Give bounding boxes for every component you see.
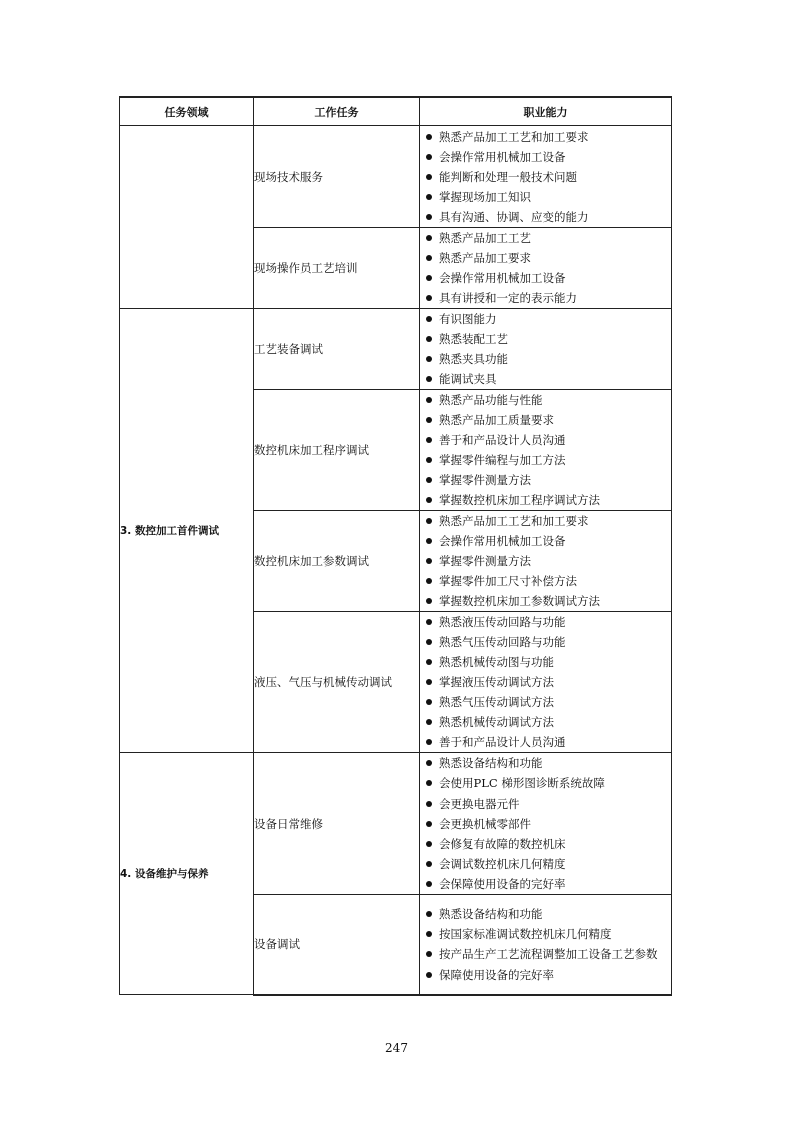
domain-cell: 4. 设备维护与保养	[120, 753, 254, 995]
ability-item	[420, 904, 671, 924]
ability-item	[420, 268, 671, 288]
bullet-icon	[426, 841, 432, 847]
ability-text: 掌握现场加工知识	[439, 189, 531, 204]
ability-item	[420, 248, 671, 268]
ability-item	[420, 187, 671, 207]
ability-text: 熟悉产品加工工艺和加工要求	[439, 514, 589, 528]
task-cell: 现场操作员工艺培训	[254, 228, 420, 309]
ability-item	[420, 470, 671, 490]
ability-text: 掌握数控机床加工参数调试方法	[439, 594, 600, 608]
ability-item	[420, 834, 671, 854]
ability-list	[420, 612, 671, 752]
ability-item	[420, 511, 671, 531]
ability-cell	[420, 612, 672, 753]
ability-item	[420, 652, 671, 672]
ability-item	[420, 712, 671, 732]
ability-item	[420, 369, 671, 389]
bullet-icon	[426, 437, 432, 443]
bullet-icon	[426, 295, 432, 301]
bullet-icon	[426, 801, 432, 807]
ability-list	[420, 753, 671, 894]
ability-text: 按国家标准调试数控机床几何精度	[439, 926, 612, 941]
ability-text: 善于和产品设计人员沟通	[439, 433, 566, 447]
ability-item	[420, 147, 671, 167]
task-cell: 现场技术服务	[254, 126, 420, 228]
ability-item	[420, 329, 671, 349]
bullet-icon	[426, 972, 432, 978]
ability-list	[420, 904, 671, 985]
ability-item	[420, 430, 671, 450]
ability-text: 具有沟通、协调、应变的能力	[439, 209, 589, 224]
ability-text: 会更换机械零部件	[439, 817, 531, 831]
page-number: 247	[385, 1041, 408, 1055]
ability-text: 掌握零件加工尺寸补偿方法	[439, 574, 577, 588]
header-domain: 任务领域	[120, 97, 254, 126]
task-cell: 液压、气压与机械传动调试	[254, 612, 420, 753]
ability-list	[420, 228, 671, 308]
bullet-icon	[426, 639, 432, 645]
ability-item	[420, 450, 671, 470]
domain-cell: 3. 数控加工首件调试	[120, 309, 254, 753]
ability-item	[420, 814, 671, 834]
bullet-icon	[426, 255, 432, 261]
ability-item	[420, 207, 671, 227]
ability-item	[420, 490, 671, 510]
ability-text: 善于和产品设计人员沟通	[439, 735, 566, 749]
ability-cell	[420, 895, 672, 995]
ability-text: 能调试夹具	[439, 372, 497, 386]
bullet-icon	[426, 397, 432, 403]
ability-text: 熟悉机械传动图与功能	[439, 655, 554, 669]
ability-text: 熟悉液压传动回路与功能	[439, 615, 566, 629]
bullet-icon	[426, 739, 432, 745]
ability-text: 保障使用设备的完好率	[439, 967, 554, 982]
bullet-icon	[426, 780, 432, 786]
ability-item	[420, 531, 671, 551]
bullet-icon	[426, 719, 432, 725]
bullet-icon	[426, 235, 432, 241]
ability-text: 掌握零件测量方法	[439, 473, 531, 487]
ability-text: 能判断和处理一般技术问题	[439, 169, 577, 184]
task-cell: 数控机床加工参数调试	[254, 511, 420, 612]
bullet-icon	[426, 821, 432, 827]
ability-item	[420, 773, 671, 794]
ability-text: 会操作常用机械加工设备	[439, 271, 566, 285]
task-cell: 设备日常维修	[254, 753, 420, 895]
ability-item	[420, 571, 671, 591]
bullet-icon	[426, 699, 432, 705]
bullet-icon	[426, 558, 432, 564]
bullet-icon	[426, 477, 432, 483]
bullet-icon	[426, 598, 432, 604]
bullet-icon	[426, 356, 432, 362]
table-header-row	[120, 97, 672, 126]
ability-text: 会使用PLC 梯形图诊断系统故障	[439, 776, 605, 790]
ability-cell	[420, 228, 672, 309]
ability-item	[420, 632, 671, 652]
bullet-icon	[426, 861, 432, 867]
header-task: 工作任务	[254, 97, 420, 126]
ability-text: 掌握零件编程与加工方法	[439, 453, 566, 467]
ability-item	[420, 551, 671, 571]
ability-text: 熟悉产品加工要求	[439, 251, 531, 265]
bullet-icon	[426, 679, 432, 685]
ability-cell	[420, 753, 672, 895]
ability-text: 掌握数控机床加工程序调试方法	[439, 493, 600, 507]
bullet-icon	[426, 376, 432, 382]
ability-text: 会更换电器元件	[439, 797, 520, 811]
bullet-icon	[426, 578, 432, 584]
ability-text: 具有讲授和一定的表示能力	[439, 291, 577, 305]
ability-text: 熟悉气压传动调试方法	[439, 695, 554, 709]
bullet-icon	[426, 194, 432, 200]
bullet-icon	[426, 275, 432, 281]
ability-item	[420, 288, 671, 308]
bullet-icon	[426, 417, 432, 423]
bullet-icon	[426, 659, 432, 665]
bullet-icon	[426, 881, 432, 887]
ability-item	[420, 127, 671, 147]
ability-item	[420, 965, 671, 985]
bullet-icon	[426, 760, 432, 766]
task-cell: 工艺装备调试	[254, 309, 420, 390]
ability-cell	[420, 390, 672, 511]
bullet-icon	[426, 457, 432, 463]
ability-item	[420, 390, 671, 410]
bullet-icon	[426, 518, 432, 524]
task-cell: 数控机床加工程序调试	[254, 390, 420, 511]
ability-cell	[420, 126, 672, 228]
ability-item	[420, 753, 671, 773]
ability-text: 会修复有故障的数控机床	[439, 837, 566, 851]
ability-item	[420, 874, 671, 894]
ability-item	[420, 228, 671, 248]
bullet-icon	[426, 174, 432, 180]
bullet-icon	[426, 497, 432, 503]
ability-list	[420, 309, 671, 389]
table-row	[120, 309, 672, 390]
ability-item	[420, 410, 671, 430]
ability-cell	[420, 309, 672, 390]
ability-text: 熟悉设备结构和功能	[439, 906, 543, 921]
ability-text: 熟悉产品加工工艺和加工要求	[439, 129, 589, 144]
ability-list	[420, 390, 671, 510]
ability-text: 熟悉产品加工质量要求	[439, 413, 554, 427]
bullet-icon	[426, 336, 432, 342]
ability-text: 熟悉夹具功能	[439, 352, 508, 366]
ability-text: 掌握液压传动调试方法	[439, 675, 554, 689]
ability-item	[420, 612, 671, 632]
bullet-icon	[426, 538, 432, 544]
bullet-icon	[426, 214, 432, 220]
ability-item	[420, 944, 671, 965]
bullet-icon	[426, 911, 432, 917]
bullet-icon	[426, 619, 432, 625]
ability-text: 熟悉产品功能与性能	[439, 393, 543, 407]
bullet-icon	[426, 134, 432, 140]
task-cell: 设备调试	[254, 895, 420, 995]
ability-text: 熟悉气压传动回路与功能	[439, 635, 566, 649]
bullet-icon	[426, 931, 432, 937]
domain-cell	[120, 126, 254, 309]
ability-item	[420, 692, 671, 712]
ability-item	[420, 854, 671, 874]
ability-item	[420, 591, 671, 611]
table-row	[120, 753, 672, 895]
bullet-icon	[426, 316, 432, 322]
bullet-icon	[426, 951, 432, 957]
ability-text: 熟悉装配工艺	[439, 332, 508, 346]
ability-list	[420, 511, 671, 611]
ability-item	[420, 167, 671, 187]
ability-text: 会操作常用机械加工设备	[439, 534, 566, 548]
ability-item	[420, 309, 671, 329]
ability-text: 会保障使用设备的完好率	[439, 877, 566, 891]
ability-text: 有识图能力	[439, 312, 497, 326]
competency-table	[119, 96, 672, 996]
table-body	[120, 126, 672, 995]
ability-item	[420, 732, 671, 752]
ability-item	[420, 349, 671, 369]
ability-text: 熟悉产品加工工艺	[439, 231, 531, 245]
ability-item	[420, 672, 671, 692]
ability-text: 按产品生产工艺流程调整加工设备工艺参数	[439, 946, 658, 961]
ability-text: 熟悉机械传动调试方法	[439, 715, 554, 729]
ability-item	[420, 794, 671, 814]
bullet-icon	[426, 154, 432, 160]
ability-cell	[420, 511, 672, 612]
ability-text: 掌握零件测量方法	[439, 554, 531, 568]
ability-text: 熟悉设备结构和功能	[439, 756, 543, 770]
ability-text: 会调试数控机床几何精度	[439, 857, 566, 871]
ability-item	[420, 924, 671, 944]
ability-text: 会操作常用机械加工设备	[439, 149, 566, 164]
table-row	[120, 126, 672, 228]
ability-list	[420, 127, 671, 227]
header-ability: 职业能力	[420, 97, 672, 126]
